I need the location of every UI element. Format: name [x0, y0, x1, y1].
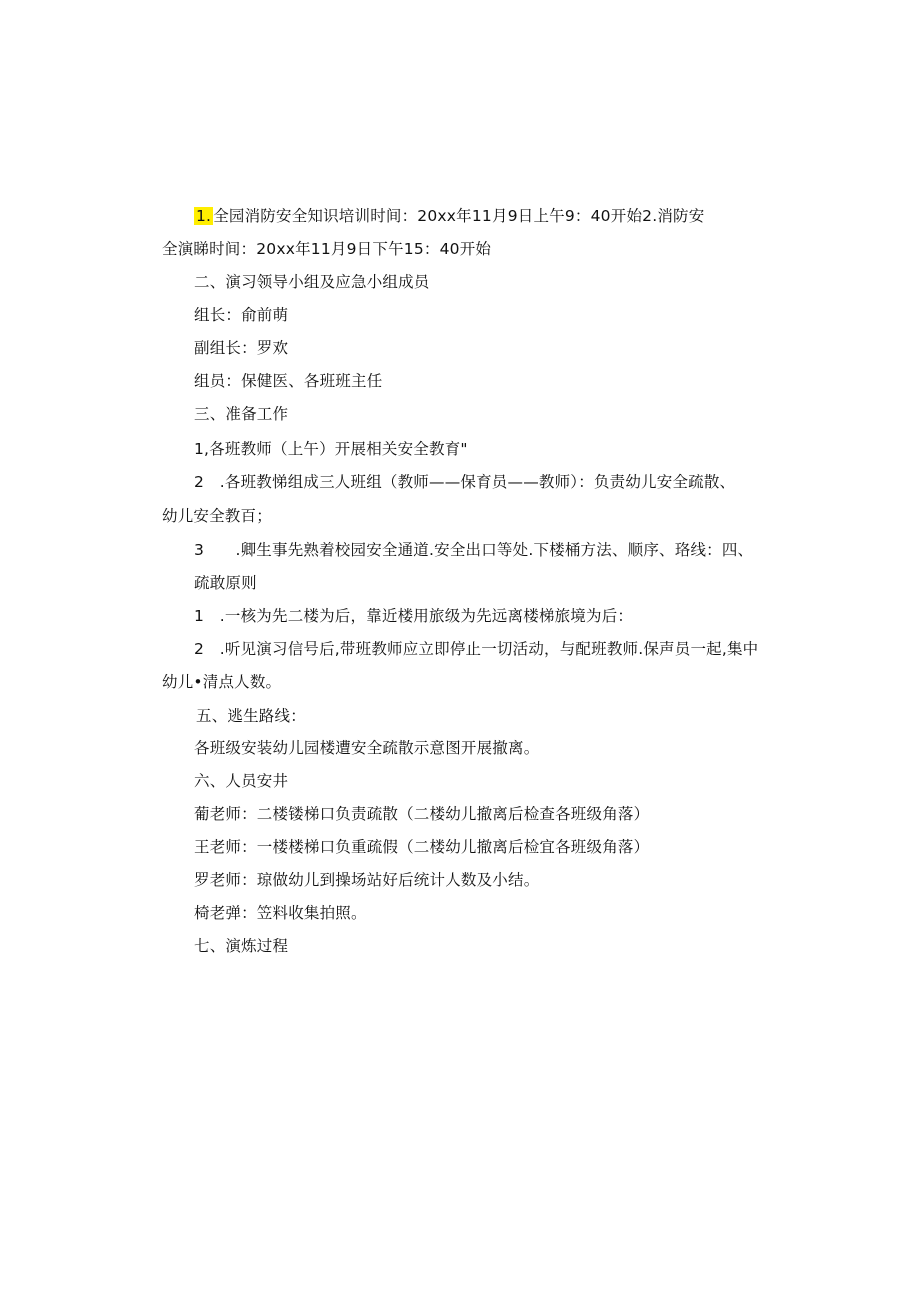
- paragraph-line-staff-3: 罗老师：琼做幼儿到操场站好后统计人数及小结。: [194, 871, 540, 889]
- paragraph-line-staff-4: 椅老弹：笠料收集拍照。: [194, 904, 367, 922]
- paragraph-line-1: [194, 205, 704, 227]
- section-heading-2: 二、演习领导小组及应急小组成员: [194, 273, 430, 291]
- paragraph-line-leader: 组长：俞前萌: [194, 306, 289, 324]
- paragraph-line-staff-2: 王老师：一楼楼梯口负重疏假（二楼幼儿撤离后检宜各班级角落）: [194, 838, 650, 856]
- paragraph-line-principle-1: 1 .一核为先二楼为后，靠近楼用旅级为先远离楼梯旅境为后：: [194, 607, 634, 625]
- section-heading-5: 五、逃生路线：: [196, 707, 306, 725]
- section-heading-6: 六、人员安井: [194, 772, 289, 790]
- section-heading-4: 疏敢原则: [194, 574, 257, 592]
- section-heading-3: 三、准备工作: [194, 405, 289, 423]
- paragraph-line-principle-2: 2 .听见演习信号后,带班教师应立即停止一切活动，与配班教师.保声员一起,集中: [194, 640, 759, 658]
- paragraph-line-prep-3: 3 .卿生事先熟着校园安全通道.安全出口等处.下楼桶方法、顺序、珞线：四、: [194, 541, 754, 559]
- highlighted-list-number: 1.: [196, 207, 212, 225]
- section-heading-7: 七、演炼过程: [194, 937, 289, 955]
- paragraph-line-members: 组员：保健医、各班班主任: [194, 372, 383, 390]
- paragraph-line-prep-1: 1,各班教师（上午）开展相关安全教育": [194, 440, 468, 458]
- paragraph-line-prep-2-cont: 幼儿安全教百；: [162, 507, 272, 525]
- paragraph-line-prep-2: 2 .各班教悌组成三人班组（教师——保育员——教师）：负责幼儿安全疏散、: [194, 473, 736, 491]
- paragraph-line-deputy: 副组长：罗欢: [194, 339, 289, 357]
- paragraph-line-route: 各班级安装幼儿园楼遭安全疏散示意图开展撤离。: [194, 739, 540, 757]
- paragraph-line-2: 全演睇时间：20xx年11月9日下午15：40开始: [162, 240, 492, 258]
- paragraph-line-principle-2-cont: 幼儿•清点人数。: [162, 673, 282, 691]
- line-text: 全园消防安全知识培训时间：20xx年11月9日上午9：40开始2.消防安: [213, 207, 705, 225]
- paragraph-line-staff-1: 葡老师：二楼镂梯口负责疏散（二楼幼儿撤离后检查各班级角落）: [194, 805, 650, 823]
